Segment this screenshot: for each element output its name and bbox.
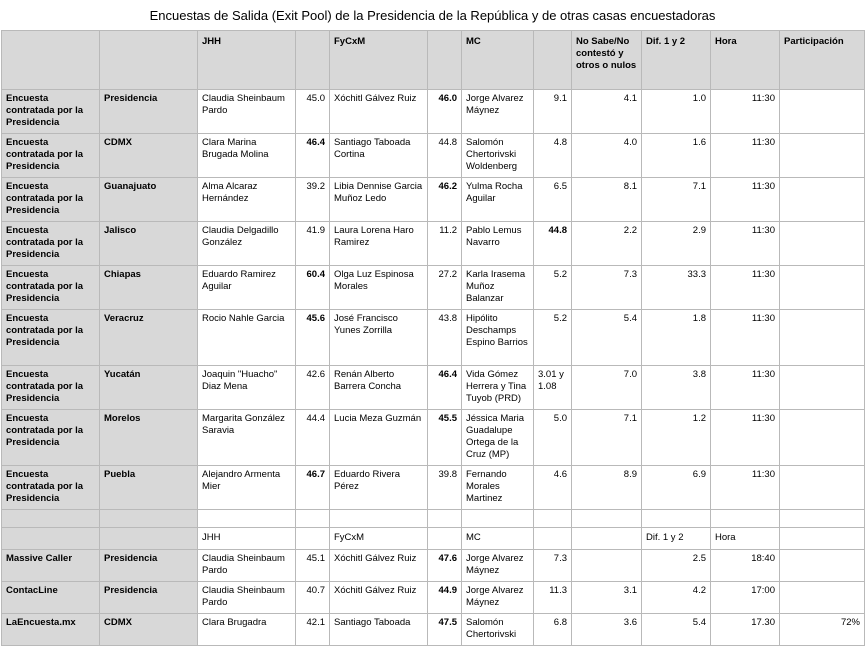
fycxm-candidate-cell: Eduardo Rivera Pérez	[330, 466, 428, 510]
jhh-candidate-cell: Joaquin "Huacho" Diaz Mena	[198, 366, 296, 410]
jhh-candidate-cell: Alejandro Armenta Mier	[198, 466, 296, 510]
fycxm-candidate-cell: Xóchitl Gálvez Ruiz	[330, 582, 428, 614]
participacion-cell	[780, 90, 865, 134]
table-row	[2, 90, 865, 134]
spacer-cell	[296, 510, 330, 528]
hora-cell: 11:30	[711, 310, 780, 366]
fycxm-value-cell: 46.0	[428, 90, 462, 134]
diferencia-cell: 33.3	[642, 266, 711, 310]
participacion-cell	[780, 582, 865, 614]
jhh-value-cell: 40.7	[296, 582, 330, 614]
spacer-cell	[534, 510, 572, 528]
participacion-cell	[780, 178, 865, 222]
table-title: Encuestas de Salida (Exit Pool) de la Presidencia de la República y de otras casas encuestadoras	[149, 8, 716, 23]
hora-cell: 17.30	[711, 614, 780, 646]
jhh-value-cell: 42.6	[296, 366, 330, 410]
mc-candidate-cell: Jéssica Maria Guadalupe Ortega de la Cruz (MP)	[462, 410, 534, 466]
no-sabe-cell: 3.1	[572, 582, 642, 614]
jhh-candidate-cell: Eduardo Ramirez Aguilar	[198, 266, 296, 310]
no-sabe-cell: 7.3	[572, 266, 642, 310]
participacion-cell	[780, 366, 865, 410]
jhh-candidate-cell: Claudia Sheinbaum Pardo	[198, 550, 296, 582]
header-diferencia: Dif. 1 y 2	[642, 31, 711, 90]
pollster-cell: Encuesta contratada por la Presidencia	[2, 90, 100, 134]
spacer-row	[2, 510, 865, 528]
no-sabe-cell	[572, 550, 642, 582]
header-jhh: JHH	[198, 31, 296, 90]
region-cell: Yucatán	[100, 366, 198, 410]
hora-cell: 11:30	[711, 178, 780, 222]
spacer-cell	[642, 510, 711, 528]
hora-cell: 11:30	[711, 134, 780, 178]
header-hora: Hora	[711, 31, 780, 90]
table-row	[2, 550, 865, 582]
mc-value-cell: 4.8	[534, 134, 572, 178]
header-fycxm: FyCxM	[330, 31, 428, 90]
pollster-cell: LaEncuesta.mx	[2, 614, 100, 646]
subheader-hora: Hora	[711, 528, 780, 550]
table-row	[2, 134, 865, 178]
fycxm-candidate-cell: Santiago Taboada	[330, 614, 428, 646]
mc-candidate-cell: Vida Gómez Herrera y Tina Tuyob (PRD)	[462, 366, 534, 410]
participacion-cell	[780, 310, 865, 366]
exit-poll-table	[1, 30, 865, 646]
region-cell: Presidencia	[100, 582, 198, 614]
header-no-sabe: No Sabe/No contestó y otros o nulos	[572, 31, 642, 90]
jhh-value-cell: 41.9	[296, 222, 330, 266]
region-cell: Morelos	[100, 410, 198, 466]
mc-value-cell: 5.2	[534, 266, 572, 310]
fycxm-value-cell: 47.6	[428, 550, 462, 582]
spacer-cell	[330, 510, 428, 528]
mc-candidate-cell: Fernando Morales Martinez	[462, 466, 534, 510]
spacer-cell	[198, 510, 296, 528]
diferencia-cell: 5.4	[642, 614, 711, 646]
mc-value-cell: 5.0	[534, 410, 572, 466]
no-sabe-cell: 5.4	[572, 310, 642, 366]
diferencia-cell: 2.5	[642, 550, 711, 582]
spacer-cell	[711, 510, 780, 528]
table-row	[2, 366, 865, 410]
participacion-cell	[780, 550, 865, 582]
pollster-cell: Massive Caller	[2, 550, 100, 582]
no-sabe-cell: 8.9	[572, 466, 642, 510]
header-row	[2, 31, 865, 90]
jhh-value-cell: 46.4	[296, 134, 330, 178]
jhh-value-cell: 39.2	[296, 178, 330, 222]
subheader-row	[2, 528, 865, 550]
subheader-cell	[296, 528, 330, 550]
mc-candidate-cell: Jorge Alvarez Máynez	[462, 90, 534, 134]
table-row	[2, 582, 865, 614]
fycxm-value-cell: 43.8	[428, 310, 462, 366]
jhh-value-cell: 45.6	[296, 310, 330, 366]
fycxm-value-cell: 45.5	[428, 410, 462, 466]
diferencia-cell: 2.9	[642, 222, 711, 266]
jhh-value-cell: 46.7	[296, 466, 330, 510]
hora-cell: 11:30	[711, 90, 780, 134]
table-row	[2, 614, 865, 646]
mc-value-cell: 9.1	[534, 90, 572, 134]
pollster-cell: Encuesta contratada por la Presidencia	[2, 266, 100, 310]
spacer-cell	[100, 510, 198, 528]
subheader-cell	[2, 528, 100, 550]
fycxm-value-cell: 39.8	[428, 466, 462, 510]
pollster-cell: Encuesta contratada por la Presidencia	[2, 134, 100, 178]
mc-value-cell: 4.6	[534, 466, 572, 510]
no-sabe-cell: 7.1	[572, 410, 642, 466]
subheader-jhh: JHH	[198, 528, 296, 550]
spacer-cell	[572, 510, 642, 528]
fycxm-candidate-cell: José Francisco Yunes Zorrilla	[330, 310, 428, 366]
no-sabe-cell: 4.0	[572, 134, 642, 178]
hora-cell: 11:30	[711, 366, 780, 410]
participacion-cell	[780, 466, 865, 510]
region-cell: CDMX	[100, 134, 198, 178]
subheader-cell	[100, 528, 198, 550]
header-pollster	[2, 31, 100, 90]
fycxm-value-cell: 47.5	[428, 614, 462, 646]
mc-value-cell: 7.3	[534, 550, 572, 582]
pollster-cell: Encuesta contratada por la Presidencia	[2, 222, 100, 266]
mc-value-cell: 6.8	[534, 614, 572, 646]
mc-candidate-cell: Jorge Alvarez Máynez	[462, 550, 534, 582]
fycxm-candidate-cell: Olga Luz Espinosa Morales	[330, 266, 428, 310]
table-row	[2, 310, 865, 366]
table-row	[2, 222, 865, 266]
spacer-cell	[462, 510, 534, 528]
table-row	[2, 410, 865, 466]
no-sabe-cell: 2.2	[572, 222, 642, 266]
subheader-cell	[780, 528, 865, 550]
table-row	[2, 266, 865, 310]
spacer-cell	[428, 510, 462, 528]
hora-cell: 11:30	[711, 266, 780, 310]
diferencia-cell: 4.2	[642, 582, 711, 614]
subheader-fycxm: FyCxM	[330, 528, 428, 550]
jhh-value-cell: 42.1	[296, 614, 330, 646]
diferencia-cell: 1.8	[642, 310, 711, 366]
region-cell: Jalisco	[100, 222, 198, 266]
mc-value-cell: 11.3	[534, 582, 572, 614]
fycxm-value-cell: 44.8	[428, 134, 462, 178]
diferencia-cell: 1.2	[642, 410, 711, 466]
diferencia-cell: 7.1	[642, 178, 711, 222]
participacion-cell	[780, 410, 865, 466]
hora-cell: 18:40	[711, 550, 780, 582]
hora-cell: 11:30	[711, 466, 780, 510]
jhh-value-cell: 60.4	[296, 266, 330, 310]
jhh-value-cell: 45.1	[296, 550, 330, 582]
region-cell: CDMX	[100, 614, 198, 646]
region-cell: Presidencia	[100, 90, 198, 134]
region-cell: Chiapas	[100, 266, 198, 310]
mc-value-cell: 3.01 y 1.08	[534, 366, 572, 410]
jhh-candidate-cell: Clara Brugadra	[198, 614, 296, 646]
fycxm-candidate-cell: Lucia Meza Guzmán	[330, 410, 428, 466]
region-cell: Veracruz	[100, 310, 198, 366]
jhh-candidate-cell: Claudia Delgadillo González	[198, 222, 296, 266]
spacer-cell	[2, 510, 100, 528]
pollster-cell: Encuesta contratada por la Presidencia	[2, 366, 100, 410]
diferencia-cell: 6.9	[642, 466, 711, 510]
fycxm-value-cell: 44.9	[428, 582, 462, 614]
region-cell: Presidencia	[100, 550, 198, 582]
pollster-cell: Encuesta contratada por la Presidencia	[2, 310, 100, 366]
mc-value-cell: 5.2	[534, 310, 572, 366]
mc-value-cell: 44.8	[534, 222, 572, 266]
table-row	[2, 178, 865, 222]
jhh-value-cell: 45.0	[296, 90, 330, 134]
header-mc: MC	[462, 31, 534, 90]
mc-value-cell: 6.5	[534, 178, 572, 222]
jhh-candidate-cell: Clara Marina Brugada Molina	[198, 134, 296, 178]
jhh-candidate-cell: Rocio Nahle Garcia	[198, 310, 296, 366]
jhh-candidate-cell: Alma Alcaraz Hernández	[198, 178, 296, 222]
mc-candidate-cell: Salomón Chertorivski	[462, 614, 534, 646]
fycxm-candidate-cell: Renán Alberto Barrera Concha	[330, 366, 428, 410]
header-fycxm-value	[428, 31, 462, 90]
hora-cell: 11:30	[711, 410, 780, 466]
pollster-cell: Encuesta contratada por la Presidencia	[2, 466, 100, 510]
no-sabe-cell: 3.6	[572, 614, 642, 646]
hora-cell: 17:00	[711, 582, 780, 614]
pollster-cell: ContacLine	[2, 582, 100, 614]
fycxm-candidate-cell: Laura Lorena Haro Ramirez	[330, 222, 428, 266]
pollster-cell: Encuesta contratada por la Presidencia	[2, 178, 100, 222]
fycxm-candidate-cell: Xóchitl Gálvez Ruiz	[330, 550, 428, 582]
fycxm-value-cell: 11.2	[428, 222, 462, 266]
pollster-cell: Encuesta contratada por la Presidencia	[2, 410, 100, 466]
mc-candidate-cell: Hipólito Deschamps Espino Barrios	[462, 310, 534, 366]
spacer-cell	[780, 510, 865, 528]
no-sabe-cell: 8.1	[572, 178, 642, 222]
header-jhh-value	[296, 31, 330, 90]
region-cell: Puebla	[100, 466, 198, 510]
no-sabe-cell: 4.1	[572, 90, 642, 134]
fycxm-value-cell: 46.2	[428, 178, 462, 222]
subheader-diferencia: Dif. 1 y 2	[642, 528, 711, 550]
diferencia-cell: 1.0	[642, 90, 711, 134]
mc-candidate-cell: Karla Irasema Muñoz Balanzar	[462, 266, 534, 310]
hora-cell: 11:30	[711, 222, 780, 266]
no-sabe-cell: 7.0	[572, 366, 642, 410]
fycxm-value-cell: 27.2	[428, 266, 462, 310]
mc-candidate-cell: Jorge Alvarez Máynez	[462, 582, 534, 614]
subheader-cell	[534, 528, 572, 550]
subheader-mc: MC	[462, 528, 534, 550]
participacion-cell: 72%	[780, 614, 865, 646]
jhh-candidate-cell: Margarita González Saravia	[198, 410, 296, 466]
participacion-cell	[780, 222, 865, 266]
subheader-cell	[428, 528, 462, 550]
table-row	[2, 466, 865, 510]
diferencia-cell: 1.6	[642, 134, 711, 178]
jhh-value-cell: 44.4	[296, 410, 330, 466]
participacion-cell	[780, 134, 865, 178]
fycxm-candidate-cell: Xóchitl Gálvez Ruiz	[330, 90, 428, 134]
header-region	[100, 31, 198, 90]
jhh-candidate-cell: Claudia Sheinbaum Pardo	[198, 582, 296, 614]
participacion-cell	[780, 266, 865, 310]
mc-candidate-cell: Yulma Rocha Aguilar	[462, 178, 534, 222]
diferencia-cell: 3.8	[642, 366, 711, 410]
mc-candidate-cell: Salomón Chertorivski Woldenberg	[462, 134, 534, 178]
fycxm-candidate-cell: Libia Dennise Garcia Muñoz Ledo	[330, 178, 428, 222]
region-cell: Guanajuato	[100, 178, 198, 222]
fycxm-candidate-cell: Santiago Taboada Cortina	[330, 134, 428, 178]
header-mc-value	[534, 31, 572, 90]
subheader-cell	[572, 528, 642, 550]
fycxm-value-cell: 46.4	[428, 366, 462, 410]
jhh-candidate-cell: Claudia Sheinbaum Pardo	[198, 90, 296, 134]
header-participacion: Participación	[780, 31, 865, 90]
mc-candidate-cell: Pablo Lemus Navarro	[462, 222, 534, 266]
